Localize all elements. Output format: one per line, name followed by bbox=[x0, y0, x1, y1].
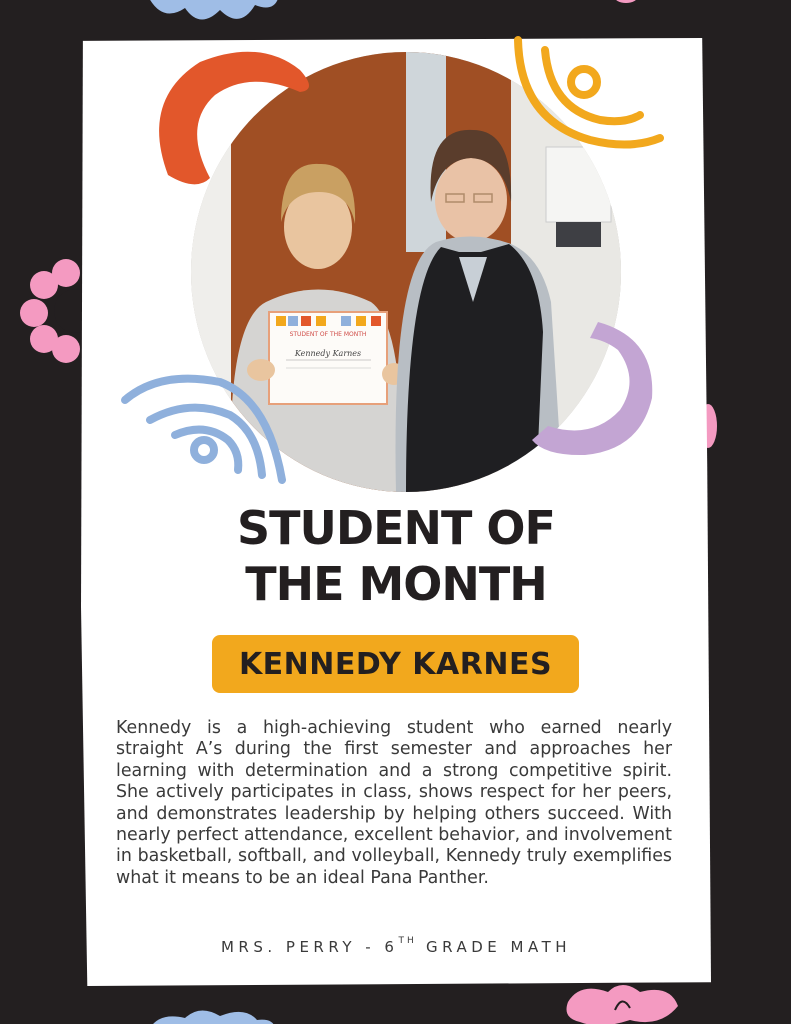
student-name-badge bbox=[212, 635, 579, 693]
student-teacher-photo bbox=[191, 52, 621, 492]
signature-prefix: MRS. PERRY - 6 bbox=[220, 938, 399, 956]
blue-flower-top-decoration bbox=[140, 0, 290, 30]
signature-suffix: GRADE MATH bbox=[426, 938, 572, 956]
student-name: KENNEDY KARNES bbox=[238, 646, 553, 682]
blue-flower-bottom-decoration bbox=[145, 1004, 280, 1024]
student-description: Kennedy is a high-achieving student who earned nearly straight A’s during the first semester and approaches her learning with determination and a strong competitive spirit. She actively participates in class, shows respect for her peers, and demonstrates leadership by helping others succeed. With nearly perfect attendance, excellent behavior, and involvement in basketball, softball, and volleyball, Kennedy truly exemplifies what it means to be an ideal Pana Panther. bbox=[116, 718, 672, 888]
page-title bbox=[81, 500, 711, 612]
signature-ordinal: TH bbox=[398, 936, 417, 946]
pink-flower-bottom-decoration bbox=[560, 980, 690, 1024]
title-line-1: STUDENT OF bbox=[237, 501, 555, 555]
pink-flower-left-decoration bbox=[14, 255, 86, 367]
photo-illustration bbox=[191, 52, 621, 492]
title-line-2: THE MONTH bbox=[245, 557, 547, 611]
certificate-recipient: Kennedy Karnes bbox=[294, 349, 362, 358]
pink-dot-top-decoration bbox=[612, 0, 642, 8]
certificate-heading: STUDENT OF THE MONTH bbox=[289, 331, 367, 338]
teacher-signature bbox=[81, 938, 711, 956]
